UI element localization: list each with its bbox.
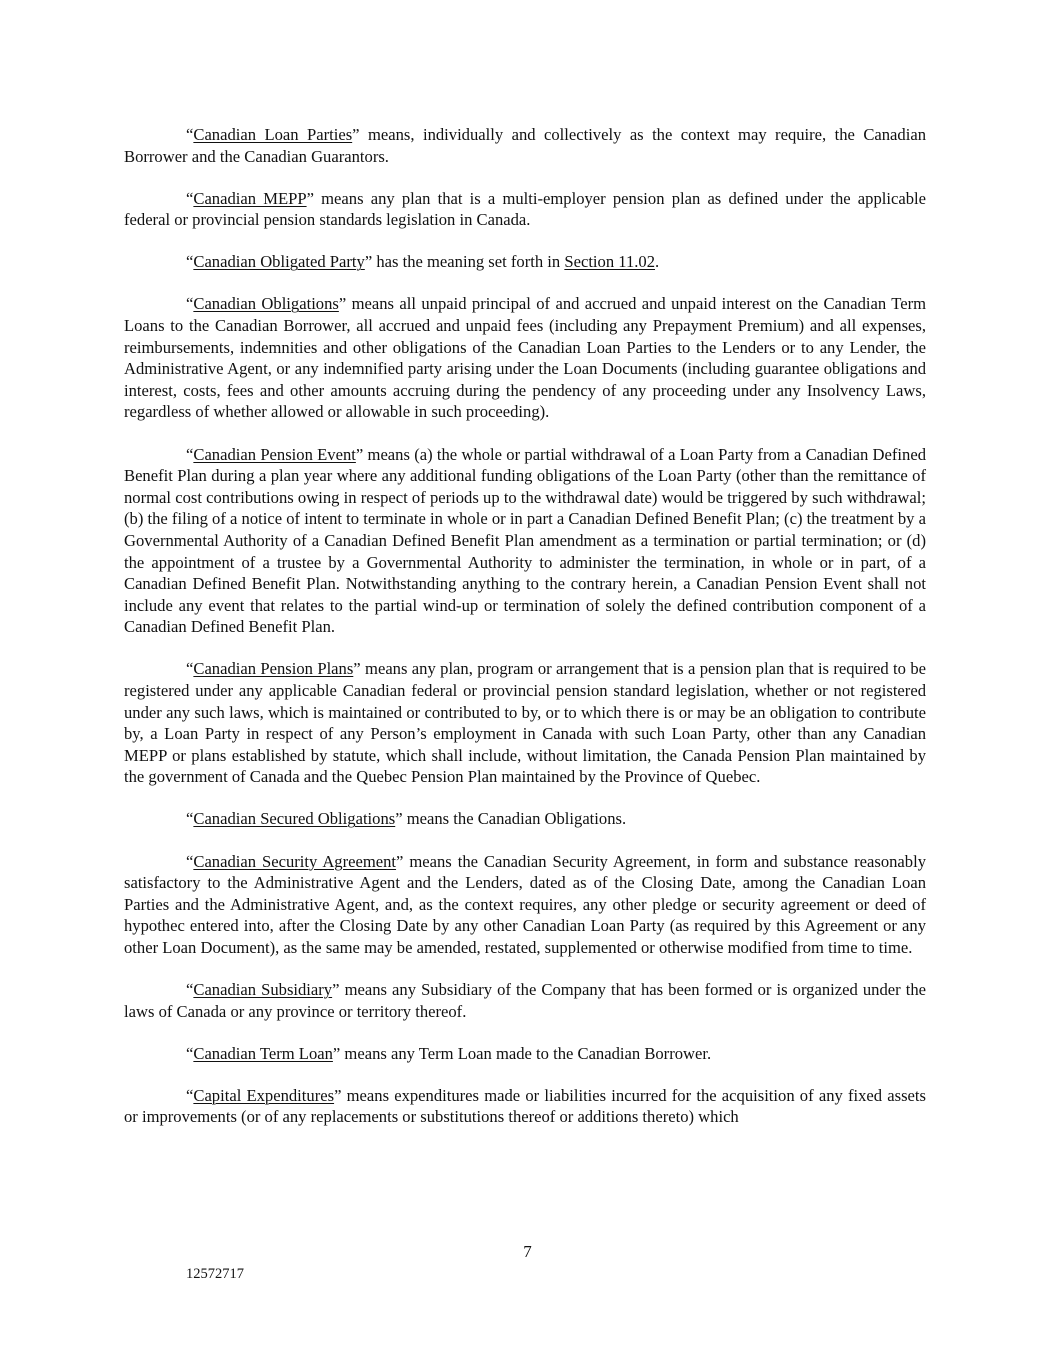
definition-canadian-secured-obligations <box>124 808 926 830</box>
close-quote: ” <box>353 659 361 679</box>
defined-term: Canadian Obligations <box>193 294 339 314</box>
open-quote: “ <box>186 1085 194 1105</box>
definition-text: means the Canadian Obligations. <box>402 809 627 829</box>
defined-term: Canadian Subsidiary <box>193 980 333 999</box>
close-quote: ” <box>332 1043 341 1063</box>
definition-canadian-pension-event <box>124 444 926 638</box>
close-quote: ” <box>332 980 340 999</box>
defined-term: Canadian Security Agreement <box>193 851 397 871</box>
open-quote: “ <box>186 188 194 208</box>
close-quote: ” <box>352 125 360 144</box>
defined-term: Canadian Pension Plans <box>193 659 354 679</box>
defined-term: Canadian Pension Event <box>193 444 356 464</box>
definition-text: means any Term Loan made to the Canadian Borrower. <box>340 1043 712 1063</box>
close-quote: ” <box>355 444 364 464</box>
definition-text: means, individually and collectively as the context may require, the Canadian Borrower and the Canadian Guarantors. <box>124 125 926 166</box>
document-page <box>124 124 926 1148</box>
definition-canadian-subsidiary <box>124 979 926 1022</box>
definition-canadian-loan-parties <box>124 124 926 167</box>
definition-capital-expenditures <box>124 1085 926 1128</box>
definition-text: means all unpaid principal of and accrued and unpaid interest on the Canadian Term Loans to the Canadian Borrower, all accrued and unpaid fees (including any Prepayment Premium) and all expenses, reimbursements, indemnities and other obligations of the Canadian Loan Parties to the Lenders or to any Lender, the Administrative Agent, or any indemnified party arising under the Loan Documents (including guarantee obligations and interest, costs, fees and other amounts accruing during the pendency of any proceeding under any Insolvency Laws, regardless of whether allowed or allowable in such proceeding). <box>124 294 926 422</box>
defined-term: Capital Expenditures <box>193 1085 335 1105</box>
close-quote: ” <box>395 809 403 829</box>
open-quote: “ <box>186 294 194 314</box>
open-quote: “ <box>186 1043 194 1063</box>
open-quote: “ <box>186 659 194 679</box>
close-quote: ” <box>396 851 404 871</box>
defined-term: Canadian Secured Obligations <box>193 809 396 829</box>
open-quote: “ <box>186 980 194 999</box>
definition-text-end: . <box>655 252 660 272</box>
defined-term: Canadian Loan Parties <box>193 125 353 144</box>
close-quote: ” <box>364 252 373 272</box>
definition-canadian-obligated-party <box>124 251 926 273</box>
open-quote: “ <box>186 252 194 272</box>
definition-canadian-security-agreement <box>124 851 926 959</box>
definition-canadian-pension-plans <box>124 658 926 788</box>
document-id: 12572717 <box>186 1266 244 1282</box>
open-quote: “ <box>186 851 194 871</box>
open-quote: “ <box>186 809 194 829</box>
section-reference: Section 11.02 <box>564 252 656 272</box>
page-number: 7 <box>523 1242 532 1261</box>
open-quote: “ <box>186 125 194 144</box>
definition-canadian-obligations <box>124 293 926 423</box>
definition-text: means the Canadian Security Agreement, in form and substance reasonably satisfactory to the Administrative Agent and the Lenders, dated as of the Closing Date, among the Canadian Loan Parties and the Administrative Agent, and, as the context requires, any other pledge or security agreement or deed of hypothec entered into, after the Closing Date by any other Canadian Loan Party (as required by this Agreement or any other Loan Document), as the same may be amended, restated, supplemented or otherwise modified from time to time. <box>124 851 926 957</box>
definition-text: means any Subsidiary of the Company that has been formed or is organized under the laws of Canada or any province or territory thereof. <box>124 980 926 1021</box>
close-quote: ” <box>334 1085 342 1105</box>
defined-term: Canadian MEPP <box>193 188 307 208</box>
definition-text: means expenditures made or liabilities incurred for the acquisition of any fixed assets or improvements (or of any replacements or substitutions thereof or additions thereto) which <box>124 1085 926 1127</box>
definition-canadian-term-loan <box>124 1043 926 1065</box>
defined-term: Canadian Term Loan <box>193 1043 333 1063</box>
definition-text: means any plan, program or arrangement that is a pension plan that is required to be registered under any applicable Canadian federal or provincial pension standard legislation, whether or not registered under any such laws, which is maintained or contributed to by, or to which there is or may be an obligation to contribute by, a Loan Party in respect of any Person’s employment in Canada with such Loan Party, other than any Canadian MEPP or plans established by statute, which shall include, without limitation, the Canada Pension Plan maintained by the government of Canada and the Quebec Pension Plan maintained by the Province of Quebec. <box>124 659 926 787</box>
definition-text: means any plan that is a multi-employer pension plan as defined under the applicable federal or provincial pension standards legislation in Canada. <box>124 188 926 230</box>
definition-text: means (a) the whole or partial withdrawal of a Loan Party from a Canadian Defined Benefit Plan during a plan year where any additional funding obligations of the Loan Party (other than the remittance of normal cost contributions owing in respect of periods up to the withdrawal date) would be triggered by such withdrawal; (b) the filing of a notice of intent to terminate in whole or in part a Canadian Defined Benefit Plan; (c) the treatment by a Governmental Authority of a Canadian Defined Benefit Plan amendment as a termination or partial termination; or (d) the appointment of a trustee by a Governmental Authority to administer the termination, in whole or in part, of a Canadian Defined Benefit Plan. Notwithstanding anything to the contrary herein, a Canadian Pension Event shall not include any event that relates to the partial wind-up or termination of solely the defined contribution component of a Canadian Defined Benefit Plan. <box>124 444 927 637</box>
open-quote: “ <box>186 444 194 464</box>
close-quote: ” <box>338 294 347 314</box>
definition-text: has the meaning set forth in <box>372 252 565 272</box>
definition-canadian-mepp <box>124 188 926 231</box>
defined-term: Canadian Obligated Party <box>193 252 365 272</box>
close-quote: ” <box>306 188 314 208</box>
